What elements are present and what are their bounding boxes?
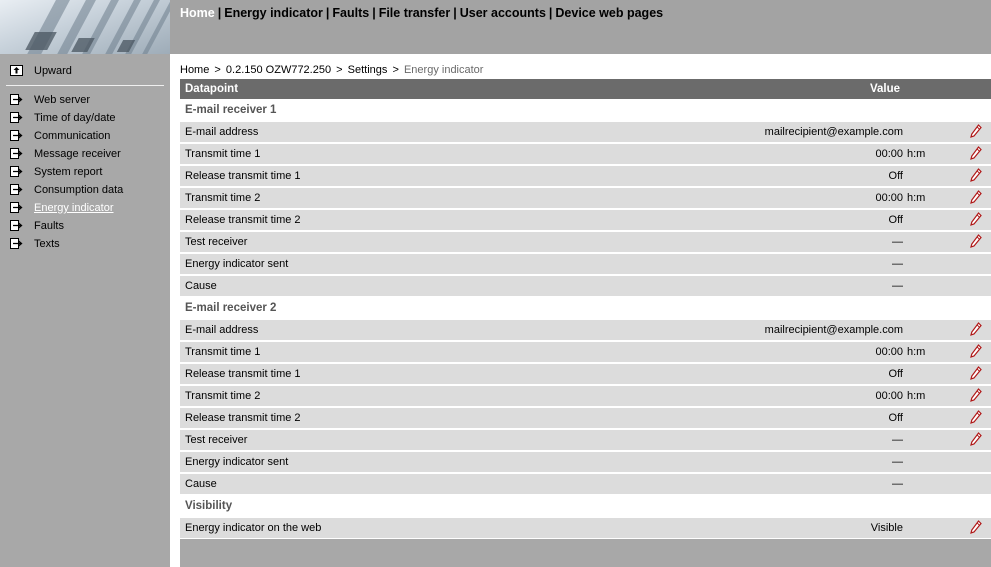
datapoint-name: Test receiver bbox=[185, 434, 248, 446]
edit-pencil-icon[interactable] bbox=[970, 366, 982, 380]
datapoint-unit: h:m bbox=[907, 390, 926, 402]
datapoint-value: 00:00 bbox=[875, 148, 903, 160]
datapoint-value: 00:00 bbox=[875, 390, 903, 402]
nav-file-transfer[interactable]: File transfer bbox=[378, 6, 451, 20]
breadcrumb bbox=[180, 64, 483, 76]
datapoint-name: Release transmit time 1 bbox=[185, 368, 301, 380]
table-row bbox=[180, 473, 991, 495]
page-arrow-icon bbox=[10, 184, 23, 195]
row-background bbox=[180, 386, 991, 406]
table-row bbox=[180, 341, 991, 363]
breadcrumb-separator: > bbox=[392, 64, 399, 76]
datapoint-value: mailrecipient@example.com bbox=[764, 324, 903, 336]
row-background bbox=[180, 232, 991, 252]
sidebar-item-label: Message receiver bbox=[34, 148, 121, 160]
row-background bbox=[180, 342, 991, 362]
datapoint-name: Release transmit time 1 bbox=[185, 170, 301, 182]
sidebar-item-label: Texts bbox=[34, 238, 60, 250]
page-arrow-icon bbox=[10, 94, 23, 105]
datapoint-unit: h:m bbox=[907, 346, 926, 358]
edit-pencil-icon[interactable] bbox=[970, 432, 982, 446]
group-title: E-mail receiver 2 bbox=[185, 302, 277, 314]
table-row bbox=[180, 165, 991, 187]
nav-separator: | bbox=[325, 6, 330, 20]
table-header bbox=[180, 79, 991, 99]
nav-device-web-pages[interactable]: Device web pages bbox=[555, 6, 664, 20]
datapoint-value: Visible bbox=[870, 522, 903, 534]
page-arrow-icon bbox=[10, 112, 23, 123]
datapoint-value: — bbox=[892, 258, 903, 270]
table-row bbox=[180, 187, 991, 209]
breadcrumb-device[interactable]: 0.2.150 OZW772.250 bbox=[225, 64, 332, 76]
nav-separator: | bbox=[372, 6, 376, 20]
sidebar-item-label: System report bbox=[34, 166, 103, 178]
datapoint-value: mailrecipient@example.com bbox=[764, 126, 903, 138]
row-background bbox=[180, 430, 991, 450]
edit-pencil-icon[interactable] bbox=[970, 168, 982, 182]
datapoint-value: — bbox=[892, 478, 903, 490]
table-row bbox=[180, 429, 991, 451]
datapoint-value: 00:00 bbox=[875, 192, 903, 204]
upward-folder-icon bbox=[10, 65, 23, 76]
table-row bbox=[180, 275, 991, 297]
row-background bbox=[180, 144, 991, 164]
sidebar-upward-label: Upward bbox=[34, 65, 72, 77]
sidebar-item-message-receiver[interactable] bbox=[10, 146, 121, 162]
datapoint-name: E-mail address bbox=[185, 126, 259, 138]
sidebar-item-label: Faults bbox=[34, 220, 64, 232]
edit-pencil-icon[interactable] bbox=[970, 234, 982, 248]
sidebar-item-time-of-day-date[interactable] bbox=[10, 110, 116, 126]
sidebar-item-label: Consumption data bbox=[34, 184, 124, 196]
row-background bbox=[180, 254, 991, 274]
table-row bbox=[180, 121, 991, 143]
page-arrow-icon bbox=[10, 220, 23, 231]
row-background bbox=[180, 188, 991, 208]
sidebar-item-system-report[interactable] bbox=[10, 164, 102, 180]
datapoint-name: Energy indicator sent bbox=[185, 258, 289, 270]
group-header-row bbox=[180, 99, 991, 121]
header bbox=[0, 0, 991, 54]
edit-pencil-icon[interactable] bbox=[970, 410, 982, 424]
datapoint-name: Test receiver bbox=[185, 236, 248, 248]
sidebar-item-energy-indicator[interactable] bbox=[10, 200, 114, 216]
datapoint-unit: h:m bbox=[907, 192, 926, 204]
datapoint-value: Off bbox=[888, 214, 903, 226]
datapoint-name: Transmit time 2 bbox=[185, 192, 261, 204]
edit-pencil-icon[interactable] bbox=[970, 124, 982, 138]
sidebar-upward[interactable] bbox=[10, 63, 72, 79]
breadcrumb-separator: > bbox=[214, 64, 221, 76]
datapoint-name: Release transmit time 2 bbox=[185, 412, 301, 424]
group-title: Visibility bbox=[185, 500, 233, 512]
row-background bbox=[180, 364, 991, 384]
nav-separator: | bbox=[217, 6, 222, 20]
group-header-row bbox=[180, 297, 991, 319]
datapoint-value: Off bbox=[888, 412, 903, 424]
datapoint-name: Energy indicator sent bbox=[185, 456, 289, 468]
page-arrow-icon bbox=[10, 148, 23, 159]
datapoint-name: Cause bbox=[185, 478, 217, 490]
table-row bbox=[180, 363, 991, 385]
edit-pencil-icon[interactable] bbox=[970, 146, 982, 160]
table-row bbox=[180, 209, 991, 231]
nav-home[interactable]: Home bbox=[180, 6, 215, 20]
datapoint-value: — bbox=[892, 456, 903, 468]
row-background bbox=[180, 452, 991, 472]
nav-faults[interactable]: Faults bbox=[332, 6, 370, 20]
top-navigation bbox=[180, 6, 663, 20]
sidebar-item-label: Communication bbox=[34, 130, 111, 142]
row-background bbox=[180, 474, 991, 494]
table-row bbox=[180, 319, 991, 341]
row-background bbox=[180, 276, 991, 296]
main-content bbox=[170, 54, 991, 567]
page-arrow-icon bbox=[10, 202, 23, 213]
edit-pencil-icon[interactable] bbox=[970, 344, 982, 358]
edit-pencil-icon[interactable] bbox=[970, 212, 982, 226]
row-background bbox=[180, 166, 991, 186]
table-footer bbox=[180, 539, 991, 567]
page-arrow-icon bbox=[10, 238, 23, 249]
datapoint-value: Off bbox=[888, 368, 903, 380]
datapoint-value: — bbox=[892, 280, 903, 292]
group-header-row bbox=[180, 495, 991, 517]
breadcrumb-separator: > bbox=[336, 64, 343, 76]
table-row bbox=[180, 253, 991, 275]
breadcrumb-current-page: Energy indicator bbox=[403, 64, 484, 76]
sidebar-item-texts[interactable] bbox=[10, 236, 60, 252]
column-header-datapoint: Datapoint bbox=[185, 83, 239, 95]
sidebar-item-label: Web server bbox=[34, 94, 91, 106]
table-row bbox=[180, 407, 991, 429]
page-arrow-icon bbox=[10, 130, 23, 141]
datapoint-name: Energy indicator on the web bbox=[185, 522, 322, 534]
table-row bbox=[180, 451, 991, 473]
datapoint-name: Transmit time 1 bbox=[185, 148, 261, 160]
datapoint-name: Transmit time 1 bbox=[185, 346, 261, 358]
datapoint-name: E-mail address bbox=[185, 324, 259, 336]
column-header-value: Value bbox=[870, 83, 901, 95]
nav-separator: | bbox=[453, 6, 457, 20]
sidebar-divider bbox=[6, 85, 164, 86]
building-logo-image bbox=[0, 0, 170, 54]
page-arrow-icon bbox=[10, 166, 23, 177]
table-row bbox=[180, 385, 991, 407]
breadcrumb-settings[interactable]: Settings bbox=[347, 64, 388, 76]
table-row bbox=[180, 517, 991, 539]
sidebar-item-communication[interactable] bbox=[10, 128, 110, 144]
sidebar bbox=[0, 54, 170, 567]
sidebar-item-faults[interactable] bbox=[10, 218, 64, 234]
sidebar-item-web-server[interactable] bbox=[10, 92, 90, 108]
sidebar-item-label: Time of day/date bbox=[34, 112, 116, 124]
nav-user-accounts[interactable]: User accounts bbox=[459, 6, 546, 20]
datapoint-name: Release transmit time 2 bbox=[185, 214, 301, 226]
sidebar-item-label: Energy indicator bbox=[34, 202, 114, 214]
datapoint-value: 00:00 bbox=[875, 346, 903, 358]
nav-energy-indicator[interactable]: Energy indicator bbox=[224, 6, 323, 20]
datapoint-name: Transmit time 2 bbox=[185, 390, 261, 402]
breadcrumb-home[interactable]: Home bbox=[180, 64, 210, 76]
sidebar-item-consumption-data[interactable] bbox=[10, 182, 123, 198]
edit-pencil-icon[interactable] bbox=[970, 322, 982, 336]
group-title: E-mail receiver 1 bbox=[185, 104, 277, 116]
datapoint-table bbox=[180, 79, 991, 539]
row-background bbox=[180, 408, 991, 428]
datapoint-value: — bbox=[892, 434, 903, 446]
edit-pencil-icon[interactable] bbox=[970, 520, 982, 534]
row-background bbox=[180, 210, 991, 230]
datapoint-name: Cause bbox=[185, 280, 217, 292]
table-row bbox=[180, 143, 991, 165]
nav-separator: | bbox=[548, 6, 553, 20]
edit-pencil-icon[interactable] bbox=[970, 388, 982, 402]
datapoint-value: Off bbox=[888, 170, 903, 182]
datapoint-value: — bbox=[892, 236, 903, 248]
table-row bbox=[180, 231, 991, 253]
edit-pencil-icon[interactable] bbox=[970, 190, 982, 204]
datapoint-unit: h:m bbox=[907, 148, 926, 160]
